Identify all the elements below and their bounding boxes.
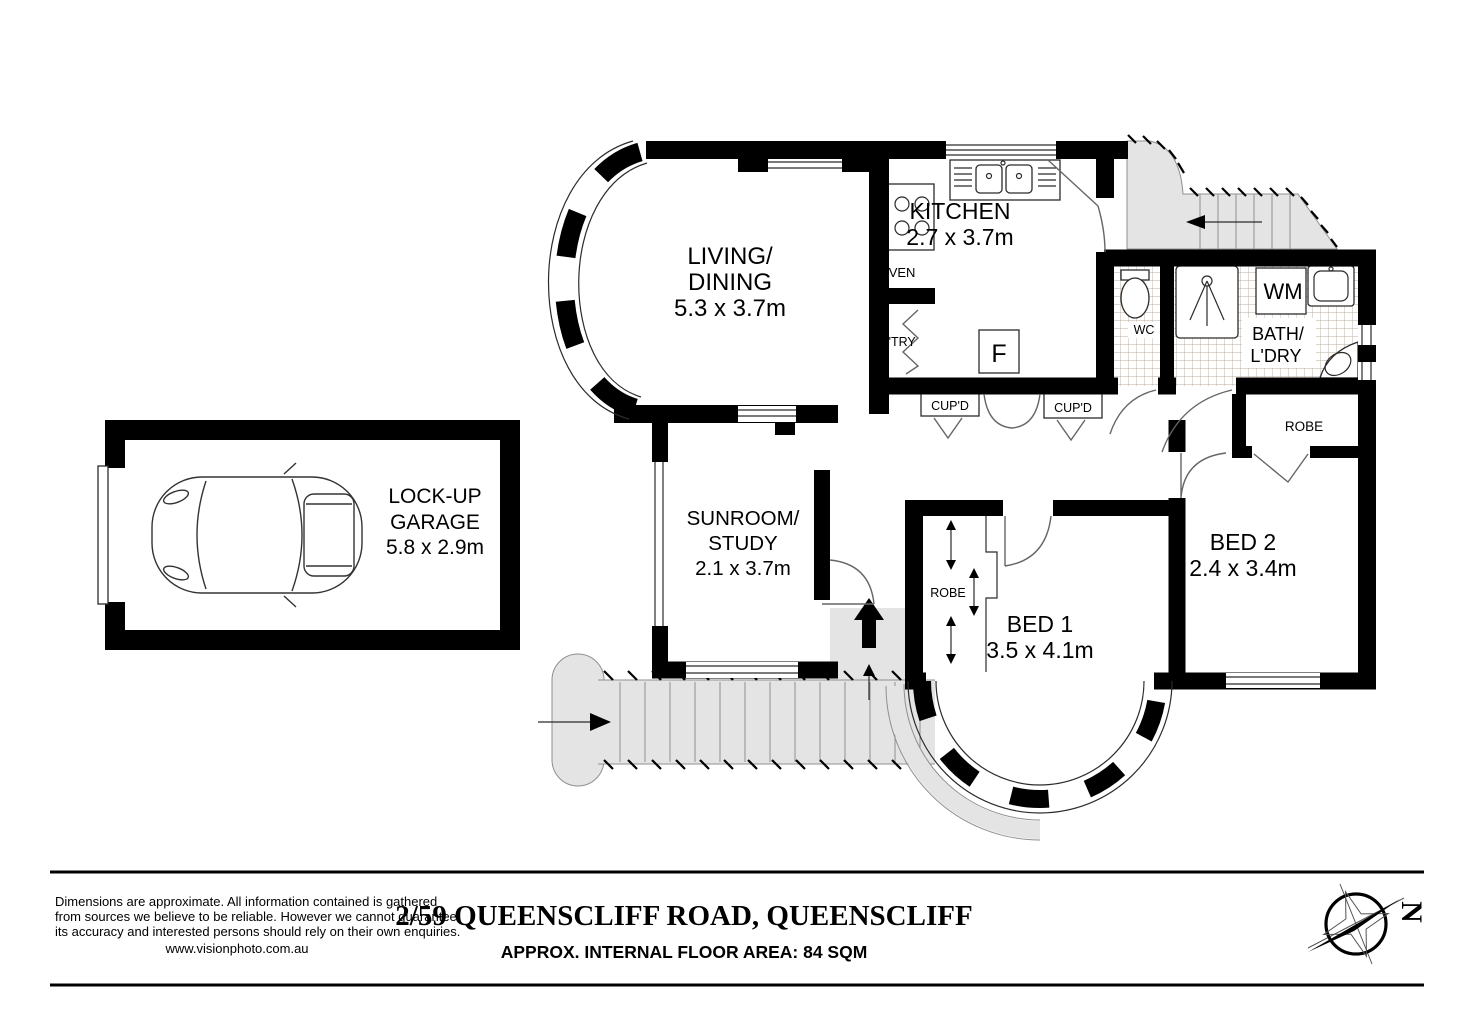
- living-label-2: DINING: [688, 269, 772, 296]
- garage-door: [98, 466, 108, 604]
- robe-bath-fold: [1254, 454, 1308, 482]
- disclaimer-line-1: Dimensions are approximate. All information contained is gathered: [55, 894, 438, 909]
- sunroom-label-1: SUNROOM/: [686, 507, 800, 530]
- garage-label-2: GARAGE: [390, 511, 480, 534]
- website-link[interactable]: www.visionphoto.com.au: [165, 941, 309, 956]
- robe-bed1-label: ROBE: [930, 586, 966, 600]
- bed1-label: BED 1: [1006, 611, 1074, 637]
- kitchen-dims: 2.7 x 3.7m: [906, 224, 1014, 250]
- cupboard-left-fold: [934, 418, 962, 438]
- oven-label: OVEN: [878, 265, 916, 280]
- disclaimer-line-2: from sources we believe to be reliable. However we cannot guarantee: [55, 909, 457, 924]
- living-dims: 5.3 x 3.7m: [673, 295, 787, 322]
- compass-icon: [1308, 881, 1428, 967]
- pantry-label: P'TRY: [880, 335, 916, 349]
- toilet-icon: [1121, 270, 1149, 318]
- rear-stairs: [1127, 135, 1337, 249]
- sunroom-label-2: STUDY: [708, 532, 778, 555]
- garage-dims: 5.8 x 2.9m: [385, 536, 485, 559]
- bath-label-1: BATH/: [1252, 324, 1304, 344]
- bed1-door: [1005, 516, 1051, 566]
- sunroom-dims: 2.1 x 3.7m: [695, 557, 791, 580]
- washing-machine-label: WM: [1263, 279, 1303, 304]
- bed1-dims: 3.5 x 4.1m: [986, 637, 1094, 663]
- bed2-label: BED 2: [1209, 529, 1277, 555]
- compass-north-label: N: [1395, 901, 1428, 923]
- entry-stairs: [538, 598, 935, 786]
- cupboard-right-label: CUP'D: [1054, 401, 1092, 415]
- robe-bath-label: ROBE: [1284, 419, 1324, 434]
- living-bay-window: [548, 141, 647, 419]
- laundry-tub-icon: [1308, 266, 1354, 306]
- disclaimer-line-3: its accuracy and interested persons should rely on their own enquiries.: [55, 924, 461, 939]
- cupboard-right-fold: [1057, 420, 1085, 440]
- footer: [50, 872, 1424, 985]
- garage: [98, 420, 520, 650]
- address-title: 2/59 QUEENSCLIFF ROAD, QUEENSCLIFF: [395, 900, 973, 932]
- bath-label-2: L'DRY: [1250, 346, 1302, 366]
- hall-double-doors: [984, 394, 1040, 428]
- fridge-label: F: [991, 340, 1007, 368]
- car-icon: [152, 463, 362, 607]
- kitchen-sink-icon: [950, 160, 1060, 200]
- wc-label: WC: [1133, 323, 1155, 337]
- living-label-1: LIVING/: [687, 243, 773, 270]
- floor-area-subtitle: APPROX. INTERNAL FLOOR AREA: 84 SQM: [500, 942, 868, 962]
- cupboard-left-label: CUP'D: [931, 399, 969, 413]
- bed2-dims: 2.4 x 3.4m: [1189, 555, 1297, 581]
- bed2-door: [1181, 453, 1226, 498]
- shower-icon: [1176, 266, 1238, 338]
- garage-label-1: LOCK-UP: [388, 485, 482, 508]
- wc-door: [1110, 390, 1156, 434]
- kitchen-label: KITCHEN: [909, 198, 1011, 224]
